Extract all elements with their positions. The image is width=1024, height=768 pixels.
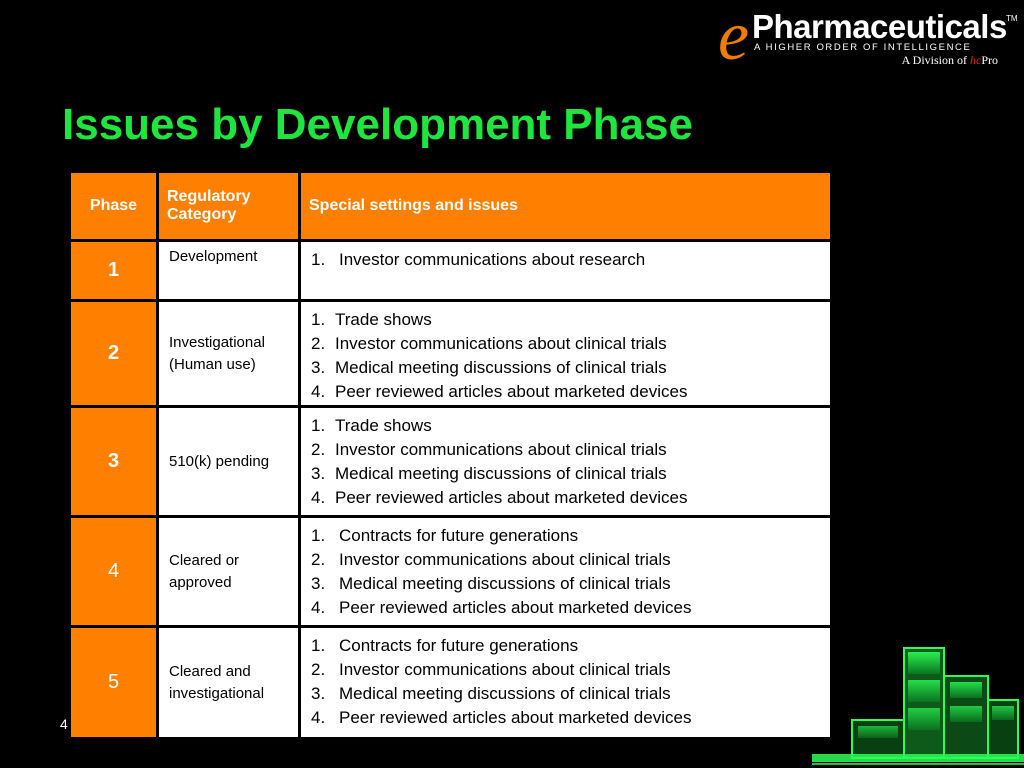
division-suffix: Pro: [981, 53, 998, 67]
issue-text: Medical meeting discussions of clinical trials: [335, 464, 667, 483]
phase-cell: 5: [70, 627, 158, 739]
list-item: 2. Investor communications about clinical trials: [311, 334, 667, 353]
issue-text: Medical meeting discussions of clinical trials: [339, 684, 671, 703]
logo-tagline: A HIGHER ORDER OF INTELLIGENCE: [754, 42, 972, 53]
issue-text: Peer reviewed articles about marketed devices: [335, 488, 688, 507]
issues-cell: [300, 241, 832, 301]
building-graphic: [812, 640, 1024, 768]
list-item: 4. Peer reviewed articles about marketed devices: [311, 382, 688, 401]
issues-cell: [300, 301, 832, 407]
issues-table-container: [68, 170, 830, 740]
list-item: 1. Investor communications about research: [311, 250, 646, 269]
division-prefix: A Division of: [901, 53, 970, 67]
logo-trademark: TM: [1006, 14, 1018, 23]
list-item: 4. Peer reviewed articles about marketed devices: [311, 488, 688, 507]
phase-cell: 1: [70, 241, 158, 301]
issue-text: Investor communications about research: [339, 250, 646, 269]
phase-cell: 2: [70, 301, 158, 407]
list-item: 3. Medical meeting discussions of clinical trials: [311, 574, 671, 593]
issues-table: [68, 170, 833, 740]
phase-cell: 3: [70, 407, 158, 517]
list-item: 2. Investor communications about clinical trials: [311, 550, 671, 569]
page-number: 4: [60, 716, 68, 732]
issue-text: Contracts for future generations: [339, 526, 579, 545]
issue-text: Peer reviewed articles about marketed devices: [335, 382, 688, 401]
category-cell: 510(k) pending: [158, 407, 300, 517]
issue-text: Peer reviewed articles about marketed devices: [339, 708, 692, 727]
table-row: [70, 301, 832, 407]
issue-text: Investor communications about clinical trials: [335, 334, 667, 353]
issue-text: Peer reviewed articles about marketed devices: [339, 598, 692, 617]
category-cell: Development: [158, 241, 300, 301]
issues-list: [311, 414, 822, 510]
logo-division: [902, 54, 998, 66]
table-row: [70, 517, 832, 627]
issues-list: [311, 524, 822, 620]
category-cell: Investigational (Human use): [158, 301, 300, 407]
list-item: 3. Medical meeting discussions of clinical trials: [311, 358, 667, 377]
header-issues: Special settings and issues: [300, 172, 832, 241]
list-item: 2. Investor communications about clinical trials: [311, 660, 671, 679]
list-item: 1. Contracts for future generations: [311, 526, 579, 545]
issue-text: Investor communications about clinical trials: [339, 660, 671, 679]
list-item: 1. Contracts for future generations: [311, 636, 579, 655]
list-item: 3. Medical meeting discussions of clinical trials: [311, 464, 667, 483]
header-category: Regulatory Category: [158, 172, 300, 241]
list-item: 3. Medical meeting discussions of clinical trials: [311, 684, 671, 703]
issues-list: [311, 308, 822, 404]
issues-cell: [300, 627, 832, 739]
issue-text: Medical meeting discussions of clinical trials: [339, 574, 671, 593]
issue-text: Trade shows: [335, 416, 432, 435]
header-phase: Phase: [70, 172, 158, 241]
issues-list: [311, 248, 822, 272]
table-row: [70, 407, 832, 517]
list-item: 1. Trade shows: [311, 310, 432, 329]
list-item: 4. Peer reviewed articles about marketed devices: [311, 708, 692, 727]
slide-title: Issues by Development Phase: [62, 100, 693, 149]
list-item: 4. Peer reviewed articles about marketed devices: [311, 598, 692, 617]
phase-cell: 4: [70, 517, 158, 627]
list-item: 1. Trade shows: [311, 416, 432, 435]
category-cell: Cleared and investigational: [158, 627, 300, 739]
issues-list: [311, 634, 822, 730]
issue-text: Trade shows: [335, 310, 432, 329]
issues-cell: [300, 517, 832, 627]
division-hc: hc: [970, 53, 982, 67]
category-cell: Cleared or approved: [158, 517, 300, 627]
issue-text: Investor communications about clinical trials: [339, 550, 671, 569]
table-row: [70, 627, 832, 739]
list-item: 2. Investor communications about clinical trials: [311, 440, 667, 459]
company-logo: [718, 0, 1018, 75]
issue-text: Contracts for future generations: [339, 636, 579, 655]
table-row: [70, 241, 832, 301]
issue-text: Medical meeting discussions of clinical trials: [335, 358, 667, 377]
table-header-row: [70, 172, 832, 241]
issues-cell: [300, 407, 832, 517]
issue-text: Investor communications about clinical trials: [335, 440, 667, 459]
logo-letter: e: [718, 0, 750, 75]
logo-wordmark: Pharmaceuticals: [752, 8, 1007, 45]
